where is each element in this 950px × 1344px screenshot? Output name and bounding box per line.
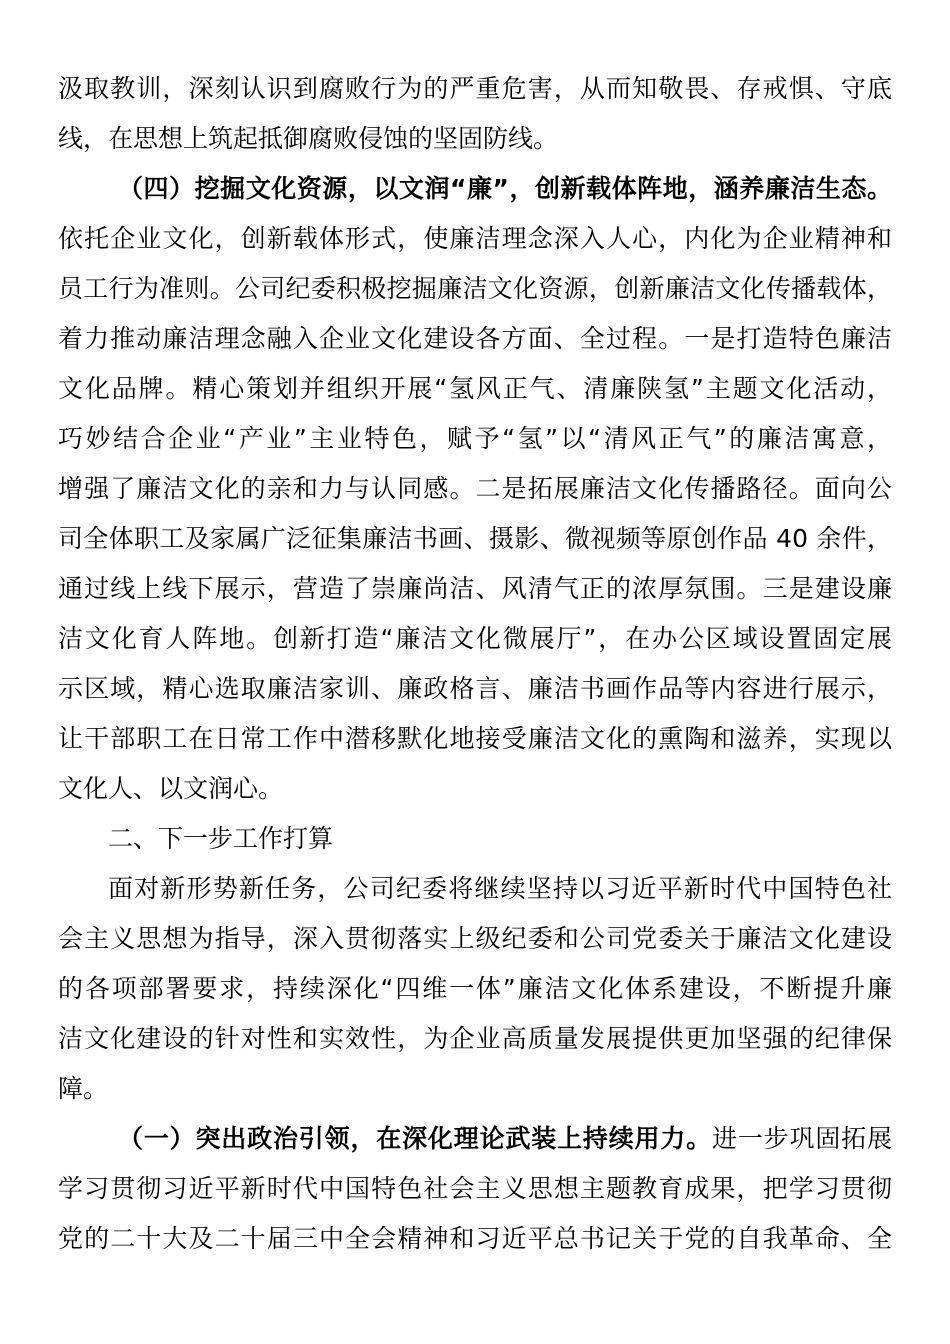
section-heading-1	[118, 1114, 892, 1164]
paragraph-line: 着力推动廉洁理念融入企业文化建设各方面、全过程。一是打造特色廉洁	[58, 324, 892, 353]
paragraph-line: 依托企业文化，创新载体形式，使廉洁理念深入人心，内化为企业精神和	[58, 224, 892, 253]
paragraph-line: 文化品牌。精心策划并组织开展“氢风正气、清廉陕氢”主题文化活动，	[58, 374, 892, 403]
section-title: 二、下一步工作打算	[108, 824, 334, 853]
paragraph-line: 洁文化建设的针对性和实效性，为企业高质量发展提供更加坚强的纪律保	[58, 1024, 892, 1053]
paragraph-line: 示区域，精心选取廉洁家训、廉政格言、廉洁书画作品等内容进行展示，	[58, 674, 892, 703]
section-heading-text: （一）突出政治引领，在深化理论武装上持续用力。	[118, 1124, 713, 1153]
paragraph-line: 会主义思想为指导，深入贯彻落实上级纪委和公司党委关于廉洁文化建设	[58, 924, 892, 953]
paragraph-line: 障。	[58, 1074, 109, 1103]
paragraph-line: 洁文化育人阵地。创新打造“廉洁文化微展厅”，在办公区域设置固定展	[58, 624, 892, 653]
paragraph-line: 让干部职工在日常工作中潜移默化地接受廉洁文化的熏陶和滋养，实现以	[58, 724, 892, 753]
paragraph-line: 面对新形势新任务，公司纪委将继续坚持以习近平新时代中国特色社	[108, 874, 892, 903]
paragraph-line: 的各项部署要求，持续深化“四维一体”廉洁文化体系建设，不断提升廉	[58, 974, 892, 1003]
paragraph-line: 汲取教训，深刻认识到腐败行为的严重危害，从而知敬畏、存戒惧、守底	[58, 74, 892, 103]
paragraph-line: 党的二十大及二十届三中全会精神和习近平总书记关于党的自我革命、全	[58, 1224, 892, 1253]
paragraph-line: 增强了廉洁文化的亲和力与认同感。二是拓展廉洁文化传播路径。面向公	[58, 474, 892, 503]
section-heading-4	[118, 164, 892, 214]
paragraph-text: 进一步巩固拓展	[712, 1124, 892, 1153]
paragraph-line: 学习贯彻习近平新时代中国特色社会主义思想主题教育成果，把学习贯彻	[58, 1174, 892, 1203]
section-heading-text: （四）挖掘文化资源，以文润“廉”，创新载体阵地，涵养廉洁生态。	[118, 174, 892, 203]
paragraph-line: 巧妙结合企业“产业”主业特色，赋予“氢”以“清风正气”的廉洁寓意，	[58, 424, 892, 453]
paragraph-line: 文化人、以文润心。	[58, 774, 284, 803]
paragraph-line: 通过线上线下展示，营造了崇廉尚洁、风清气正的浓厚氛围。三是建设廉	[58, 574, 892, 603]
paragraph-line: 司全体职工及家属广泛征集廉洁书画、摄影、微视频等原创作品 40 余件，	[58, 524, 892, 553]
paragraph-line: 员工行为准则。公司纪委积极挖掘廉洁文化资源，创新廉洁文化传播载体，	[58, 274, 892, 303]
paragraph-line: 线，在思想上筑起抵御腐败侵蚀的坚固防线。	[58, 124, 559, 153]
